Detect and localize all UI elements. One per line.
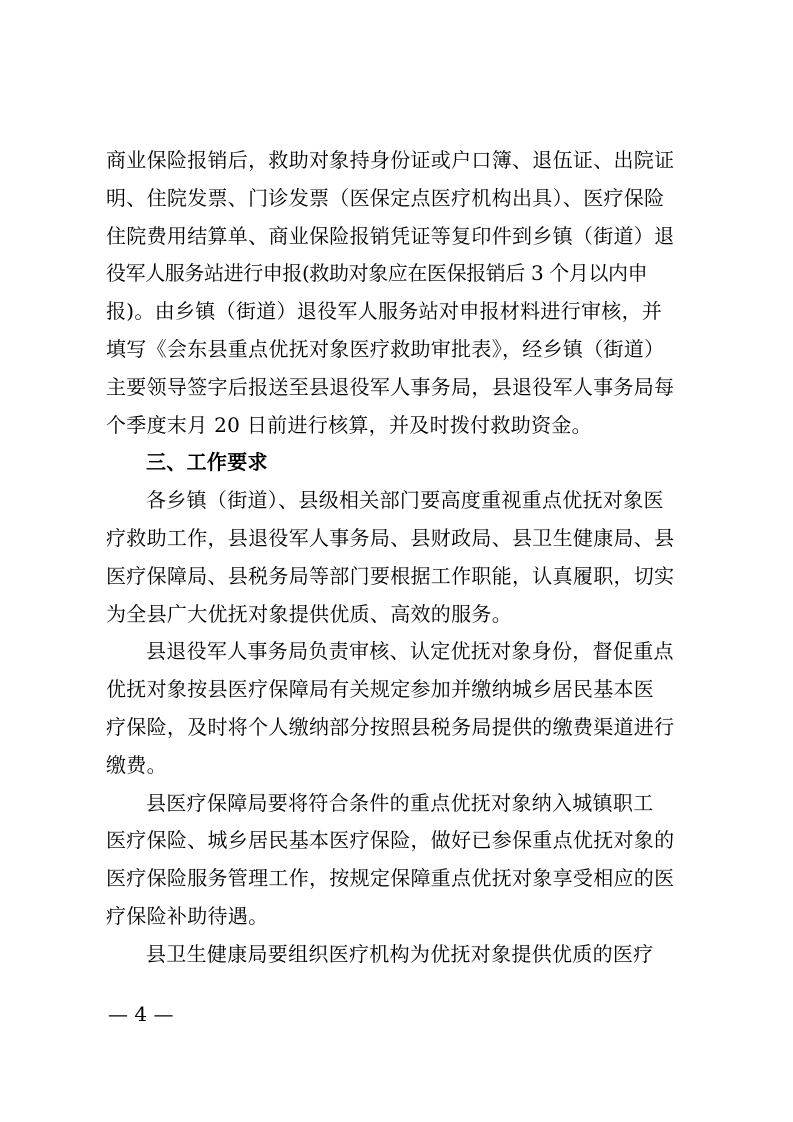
paragraph-4	[106, 936, 696, 974]
text-line: 优抚对象按县医疗保障局有关规定参加并缴纳城乡居民基本医	[106, 677, 655, 702]
text-line: 县退役军人事务局负责审核、认定优抚对象身份，督促重点	[146, 639, 674, 664]
text-line: 县卫生健康局要组织医疗机构为优抚对象提供优质的医疗	[146, 941, 654, 966]
text-line: 疗保险，及时将个人缴纳部分按照县税务局提供的缴费渠道进行	[106, 714, 675, 739]
text-line: 医疗保险服务管理工作，按规定保障重点优抚对象享受相应的医	[106, 866, 675, 891]
text-line: 住院费用结算单、商业保险报销凭证等复印件到乡镇（街道）退	[106, 223, 675, 248]
text-line: 报)。由乡镇（街道）退役军人服务站对申报材料进行审核，并	[106, 299, 663, 324]
text-line: 明、住院发票、门诊发票（医保定点医疗机构出具）、医疗保险	[106, 185, 665, 210]
text-line: 缴费。	[106, 752, 167, 777]
text-line: 疗救助工作，县退役军人事务局、县财政局、县卫生健康局、县	[106, 525, 675, 550]
text-line: 个季度末月 20 日前进行核算，并及时拨付救助资金。	[106, 412, 592, 437]
paragraph-2	[106, 633, 696, 784]
section-heading: 三、工作要求	[146, 450, 268, 475]
text-line: 县医疗保障局要将符合条件的重点优抚对象纳入城镇职工	[146, 790, 654, 815]
text-line: 医疗保险、城乡居民基本医疗保险，做好已参保重点优抚对象的	[106, 828, 675, 853]
paragraph-3	[106, 785, 696, 936]
paragraph-continuation	[106, 142, 696, 444]
page-number: — 4 —	[108, 1002, 174, 1026]
text-line: 疗保险补助待遇。	[106, 903, 269, 928]
text-line: 商业保险报销后，救助对象持身份证或户口簿、退伍证、出院证	[106, 148, 675, 172]
text-line: 役军人服务站进行申报(救助对象应在医保报销后 3 个月以内申	[106, 261, 648, 286]
text-line: 医疗保障局、县税务局等部门要根据工作职能，认真履职，切实	[106, 563, 675, 588]
text-line: 填写《会东县重点优抚对象医疗救助审批表》，经乡镇（街道）	[106, 336, 665, 361]
document-body	[106, 142, 696, 974]
text-line: 主要领导签字后报送至县退役军人事务局，县退役军人事务局每	[106, 374, 675, 399]
text-line: 各乡镇（街道）、县级相关部门要高度重视重点优抚对象医	[146, 488, 664, 513]
paragraph-1	[106, 482, 696, 633]
text-line: 为全县广大优抚对象提供优质、高效的服务。	[106, 601, 512, 626]
